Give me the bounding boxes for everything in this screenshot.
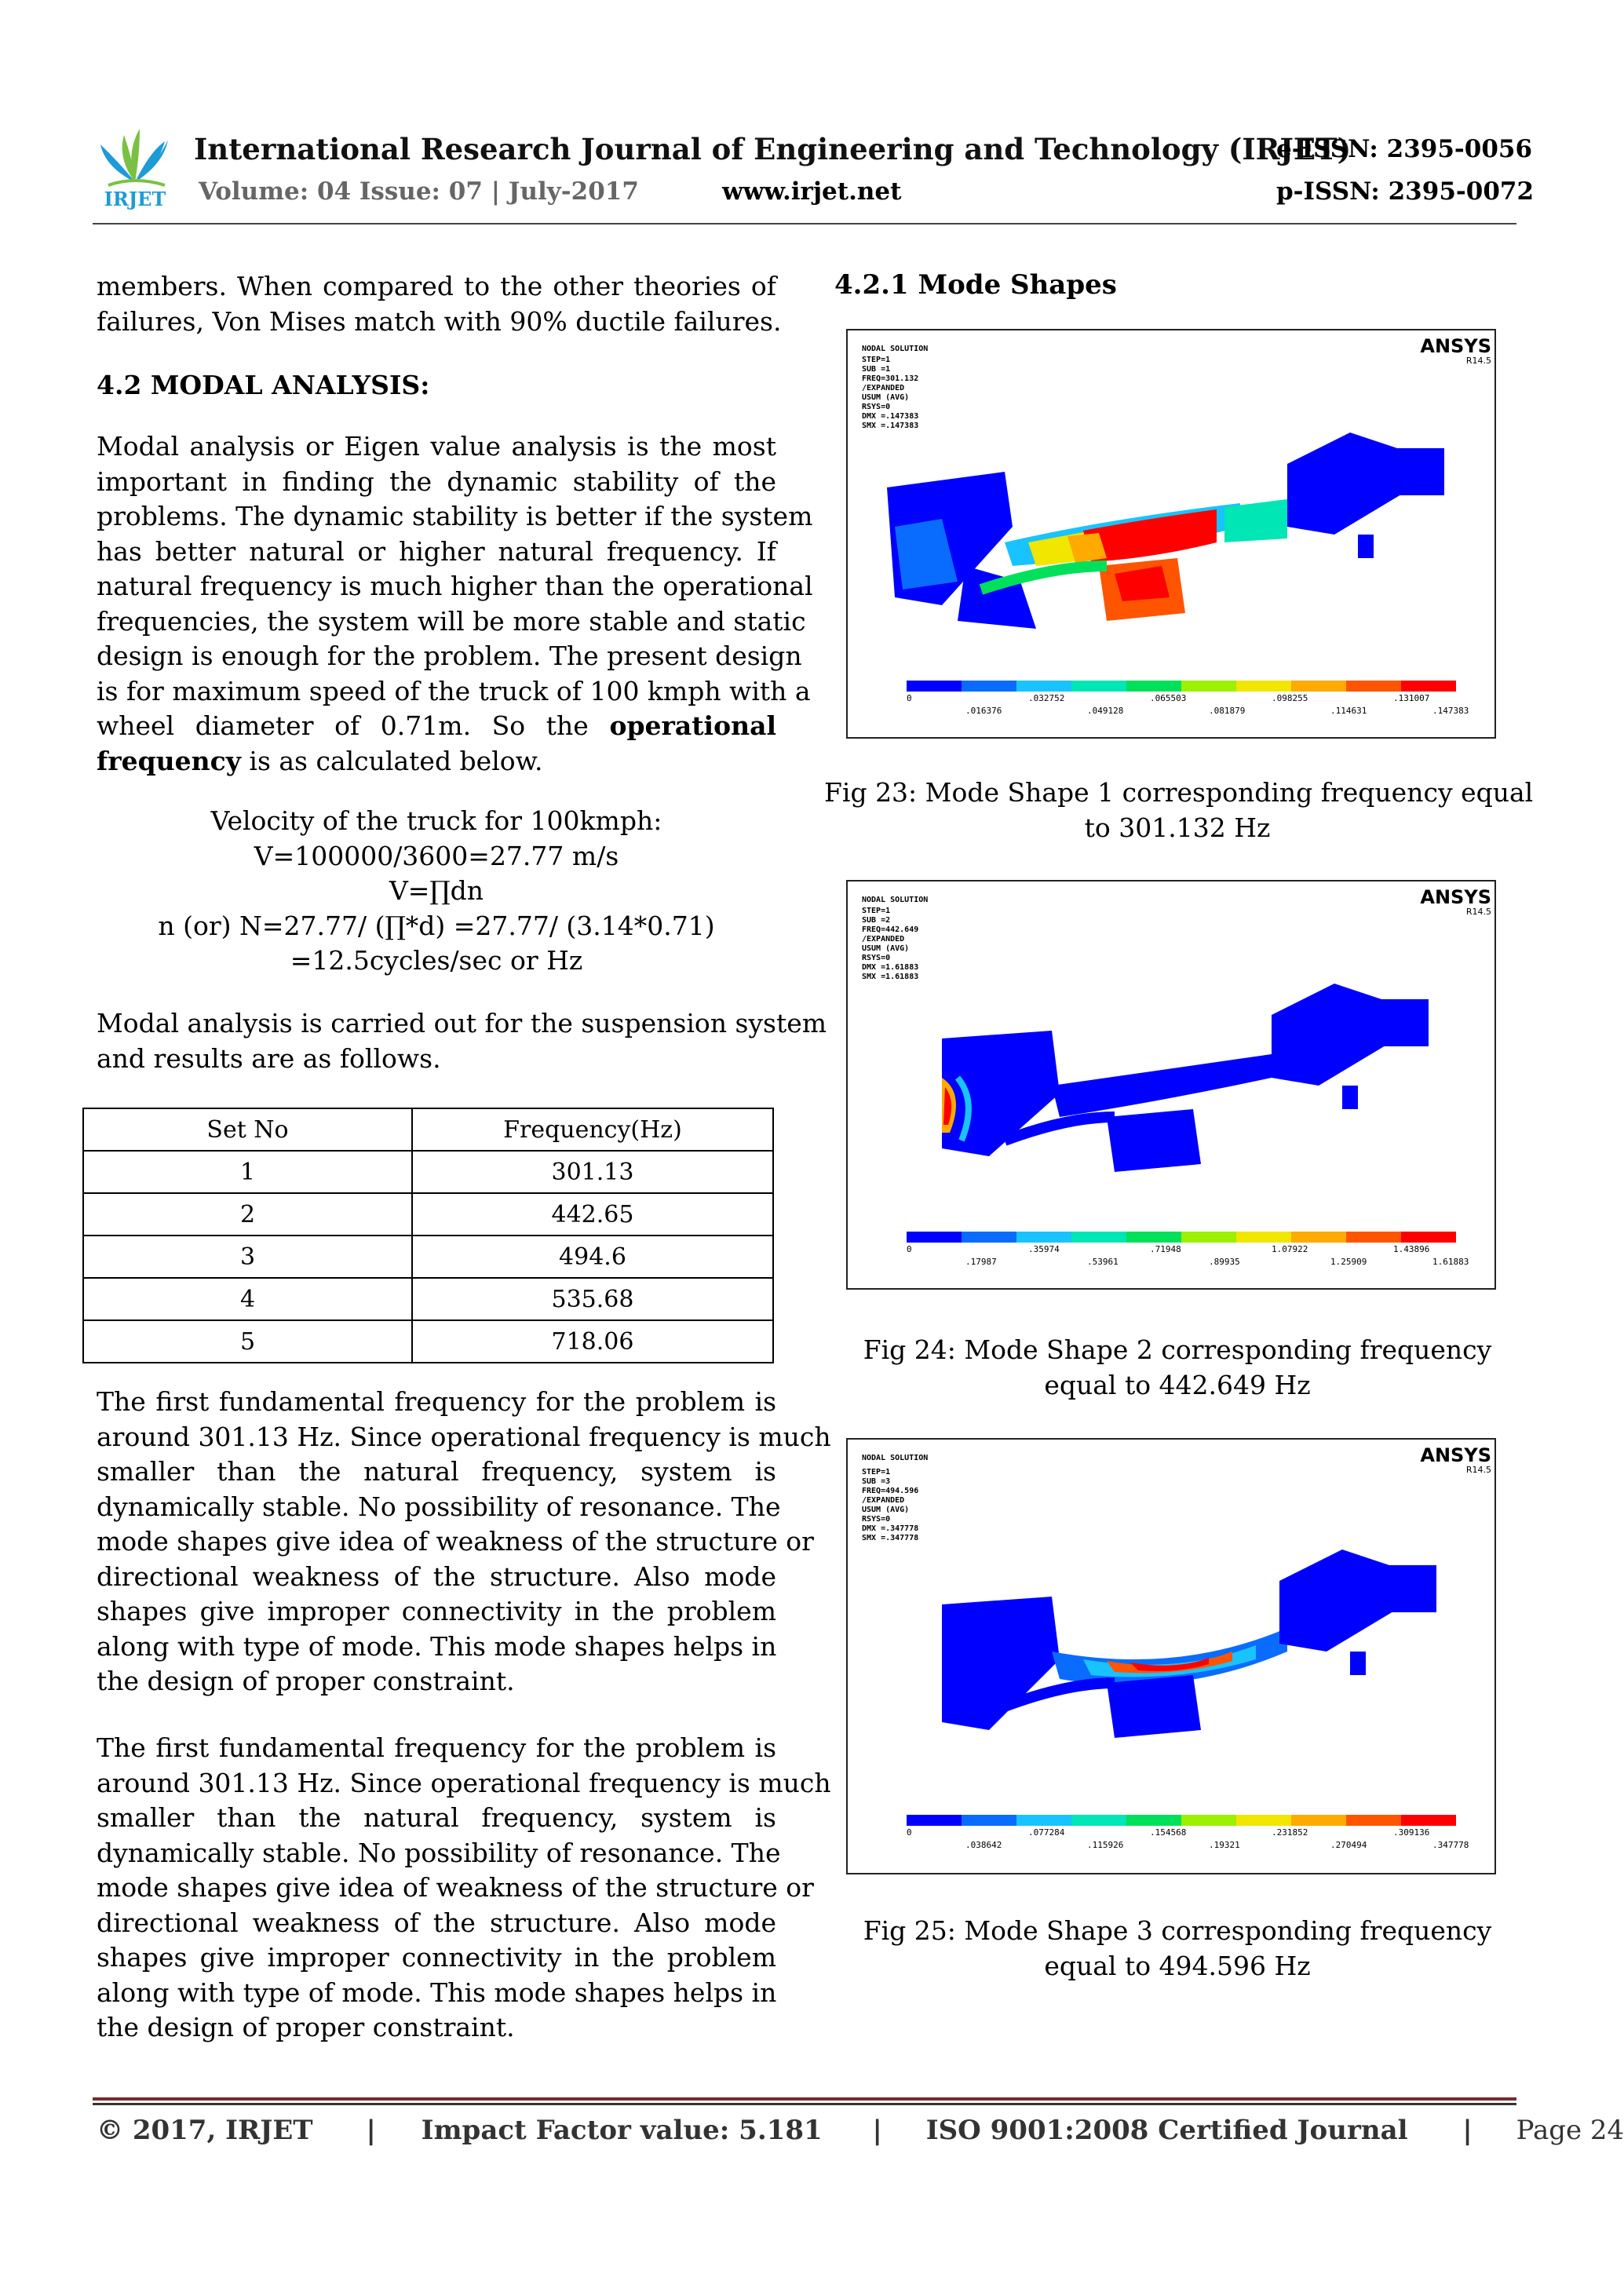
footer-separator: | (366, 2115, 376, 2146)
ansys-plot-1 (848, 330, 1494, 737)
info-line: SMX =.347778 (862, 1534, 919, 1542)
fea-model (887, 433, 1444, 629)
equation-line: =12.5cycles/sec or Hz (290, 945, 583, 976)
discussion-paragraph-2 (97, 1731, 831, 2046)
text-line: dynamically stable. No possibility of resonance. The (97, 1837, 781, 1868)
legend-label: 1.61883 (1432, 1257, 1469, 1267)
table-cell: 718.06 (412, 1320, 773, 1363)
footer-page-number: Page 24 (1516, 2115, 1624, 2146)
footer-separator: | (872, 2115, 882, 2146)
legend-label: 0 (907, 693, 912, 703)
info-line: NODAL SOLUTION (862, 896, 929, 904)
legend-label: .231852 (1272, 1827, 1308, 1838)
logo-text: IRJET (104, 188, 166, 210)
ansys-plot-2 (848, 881, 1494, 1288)
info-line: DMX =1.61883 (862, 963, 919, 972)
info-line: NODAL SOLUTION (862, 345, 929, 353)
text-fragment: wheel diameter of 0.71m. So the (97, 710, 610, 741)
text-line: around 301.13 Hz. Since operational frequency is much (97, 1421, 831, 1452)
ansys-brand: ANSYS (1420, 886, 1491, 908)
text-line: has better natural or higher natural frequency. If (97, 535, 776, 567)
caption-line: Fig 24: Mode Shape 2 corresponding frequency (863, 1334, 1492, 1365)
text-line: smaller than the natural frequency, system is (97, 1456, 776, 1487)
table-cell: 301.13 (412, 1151, 773, 1193)
text-line: along with type of mode. This mode shapes helps in (97, 1630, 777, 1662)
legend-label: .53961 (1087, 1257, 1119, 1267)
legend-label: 0 (907, 1244, 912, 1254)
fea-model (942, 984, 1429, 1172)
info-line: FREQ=301.132 (862, 374, 919, 383)
legend-label: .131007 (1393, 693, 1430, 703)
legend-label: .35974 (1028, 1244, 1060, 1254)
info-line: SUB =3 (862, 1477, 891, 1486)
text-line: failures, Von Mises match with 90% ductile failures. (97, 305, 782, 337)
caption-line: Fig 23: Mode Shape 1 corresponding frequency equal (824, 777, 1534, 808)
table-cell: 5 (83, 1320, 412, 1363)
legend-label: .016376 (965, 706, 1002, 716)
footer-iso: ISO 9001:2008 Certified Journal (925, 2115, 1408, 2146)
info-line: RSYS=0 (862, 954, 891, 962)
legend-label: .154568 (1150, 1827, 1187, 1838)
section-heading: 4.2 MODAL ANALYSIS: (97, 370, 430, 400)
equation-line: V=100000/3600=27.77 m/s (254, 840, 619, 871)
legend-label: .19321 (1209, 1840, 1240, 1850)
table-cell: 4 (83, 1278, 412, 1320)
text-line: members. When compared to the other theories of (97, 271, 776, 301)
text-line: The first fundamental frequency for the problem is (97, 1386, 776, 1417)
caption-line: to 301.132 Hz (1084, 812, 1271, 843)
text-line: shapes give improper connectivity in the problem (97, 1942, 776, 1973)
equation-line: n (or) N=27.77/ (∏*d) =27.77/ (3.14*0.71) (158, 910, 715, 941)
table-cell: 1 (83, 1151, 412, 1193)
legend-label: .032752 (1028, 693, 1065, 703)
results-intro-paragraph (97, 1006, 827, 1076)
caption-line: equal to 442.649 Hz (1044, 1369, 1311, 1400)
legend-label: .098255 (1272, 693, 1308, 703)
legend-label: .71948 (1150, 1244, 1181, 1254)
table-cell: 494.6 (412, 1236, 773, 1278)
legend-label: .147383 (1432, 706, 1469, 716)
legend-label: .115926 (1087, 1840, 1124, 1850)
table-cell: 3 (83, 1236, 412, 1278)
info-line: DMX =.347778 (862, 1524, 919, 1533)
text-line: the design of proper constraint. (97, 1666, 515, 1696)
text-fragment: is as calculated below. (240, 745, 543, 776)
bold-term: operational (609, 710, 776, 741)
text-line (97, 744, 776, 779)
ansys-plot-3 (848, 1440, 1494, 1873)
ansys-brand: ANSYS (1420, 1444, 1491, 1466)
eissn: e-ISSN: 2395-0056 (1276, 135, 1533, 163)
page-footer (97, 2115, 1624, 2146)
legend-label: .065503 (1150, 693, 1187, 703)
info-line: USUM (AVG) (862, 393, 910, 402)
legend-label: .347778 (1432, 1840, 1469, 1850)
table-row (83, 1236, 773, 1278)
footer-separator: | (1462, 2115, 1473, 2146)
table-row (83, 1320, 773, 1363)
info-line: /EXPANDED (862, 935, 905, 944)
ansys-release: R14.5 (1465, 907, 1491, 917)
legend-label: .89935 (1209, 1257, 1240, 1267)
fea-model (942, 1549, 1436, 1738)
text-line: dynamically stable. No possibility of resonance. The (97, 1491, 781, 1522)
text-line: mode shapes give idea of weakness of the structure or (97, 1526, 814, 1557)
discussion-paragraph-1 (97, 1385, 831, 1699)
figure-mode-shape-1 (846, 329, 1496, 739)
legend-label: .049128 (1087, 706, 1124, 716)
legend-label: 1.07922 (1272, 1244, 1308, 1254)
text-line: Modal analysis or Eigen value analysis is the most (97, 431, 776, 462)
equation-line: V=∏dn (389, 875, 484, 906)
bold-term: frequency (97, 745, 241, 776)
table-header-row (83, 1108, 773, 1151)
legend-label: .114631 (1330, 706, 1367, 716)
info-line: SMX =.147383 (862, 422, 919, 430)
text-line: is for maximum speed of the truck of 100 kmph with a (97, 675, 811, 706)
legend-label: .270494 (1330, 1840, 1367, 1850)
volume-info: Volume: 04 Issue: 07 | July-2017 (199, 177, 639, 206)
text-line: and results are as follows. (97, 1042, 441, 1074)
info-line: SUB =1 (862, 365, 891, 374)
info-line: STEP=1 (862, 907, 891, 915)
text-line: along with type of mode. This mode shapes helps in (97, 1977, 777, 2008)
text-line: natural frequency is much higher than the operational (97, 571, 813, 601)
info-line: STEP=1 (862, 356, 891, 364)
footer-divider (93, 2097, 1516, 2101)
mode-shapes-heading: 4.2.1 Mode Shapes (834, 269, 1117, 301)
text-line: smaller than the natural frequency, system is (97, 1802, 776, 1833)
table-row (83, 1193, 773, 1236)
info-line: RSYS=0 (862, 1515, 891, 1524)
caption-line: equal to 494.596 Hz (1044, 1950, 1311, 1981)
legend-label: .309136 (1393, 1827, 1430, 1838)
figure-mode-shape-3 (846, 1438, 1496, 1874)
color-legend (907, 681, 1456, 692)
table-cell: 442.65 (412, 1193, 773, 1236)
table-cell: 535.68 (412, 1278, 773, 1320)
pissn: p-ISSN: 2395-0072 (1276, 177, 1535, 206)
table-header: Set No (83, 1108, 412, 1151)
info-line: NODAL SOLUTION (862, 1454, 929, 1462)
info-line: SUB =2 (862, 916, 891, 925)
legend-label: .038642 (965, 1840, 1002, 1850)
info-line: FREQ=494.596 (862, 1487, 919, 1495)
text-line: important in finding the dynamic stability of the (97, 465, 776, 497)
text-line: The first fundamental frequency for the problem is (97, 1732, 776, 1763)
text-line: around 301.13 Hz. Since operational frequency is much (97, 1767, 831, 1798)
text-line: directional weakness of the structure. Also mode (97, 1907, 776, 1938)
info-line: DMX =.147383 (862, 412, 919, 421)
table-row (83, 1278, 773, 1320)
header-divider (93, 223, 1516, 224)
legend-label: .17987 (965, 1257, 997, 1267)
modal-analysis-paragraph (97, 429, 813, 779)
legend-label: 0 (907, 1827, 912, 1838)
equations-block (97, 804, 776, 979)
equation-line: Velocity of the truck for 100kmph: (210, 805, 662, 836)
info-line: SMX =1.61883 (862, 973, 919, 981)
legend-label: .077284 (1028, 1827, 1065, 1838)
journal-title: International Research Journal of Engineering and Technology (IRJET) (194, 132, 1352, 166)
text-line: shapes give improper connectivity in the problem (97, 1596, 776, 1626)
info-line: FREQ=442.649 (862, 925, 919, 934)
figure-caption-1 (824, 776, 1534, 845)
legend-label: 1.43896 (1393, 1244, 1430, 1254)
table-cell: 2 (83, 1193, 412, 1236)
intro-paragraph (97, 269, 782, 339)
ansys-brand: ANSYS (1420, 335, 1491, 357)
website-link[interactable]: www.irjet.net (722, 177, 902, 206)
info-line: STEP=1 (862, 1468, 891, 1476)
text-line: the design of proper constraint. (97, 2012, 515, 2042)
table-header: Frequency(Hz) (412, 1108, 773, 1151)
figure-caption-2 (824, 1333, 1531, 1403)
frequency-table (82, 1108, 774, 1363)
text-line: design is enough for the problem. The present design (97, 641, 802, 671)
info-line: USUM (AVG) (862, 1506, 910, 1514)
text-line (97, 709, 776, 744)
caption-line: Fig 25: Mode Shape 3 corresponding frequency (863, 1915, 1492, 1946)
text-line: directional weakness of the structure. Also mode (97, 1560, 776, 1592)
text-line: problems. The dynamic stability is better if the system (97, 501, 813, 531)
info-line: USUM (AVG) (862, 944, 910, 953)
footer-divider (93, 2103, 1516, 2105)
color-legend (907, 1815, 1456, 1826)
text-line: frequencies, the system will be more stable and static (97, 605, 806, 637)
legend-label: 1.25909 (1330, 1257, 1367, 1267)
footer-impact-factor: Impact Factor value: 5.181 (421, 2115, 823, 2146)
color-legend (907, 1232, 1456, 1243)
ansys-release: R14.5 (1465, 1465, 1491, 1475)
text-line: mode shapes give idea of weakness of the structure or (97, 1872, 814, 1903)
figure-caption-3 (824, 1914, 1531, 1984)
ansys-release: R14.5 (1465, 356, 1491, 366)
irjet-logo (93, 113, 177, 209)
footer-copyright: © 2017, IRJET (97, 2115, 313, 2146)
info-line: /EXPANDED (862, 384, 905, 392)
table-row (83, 1151, 773, 1193)
legend-label: .081879 (1209, 706, 1246, 716)
text-line: Modal analysis is carried out for the suspension system (97, 1008, 827, 1038)
info-line: /EXPANDED (862, 1496, 905, 1505)
info-line: RSYS=0 (862, 403, 891, 411)
figure-mode-shape-2 (846, 880, 1496, 1290)
